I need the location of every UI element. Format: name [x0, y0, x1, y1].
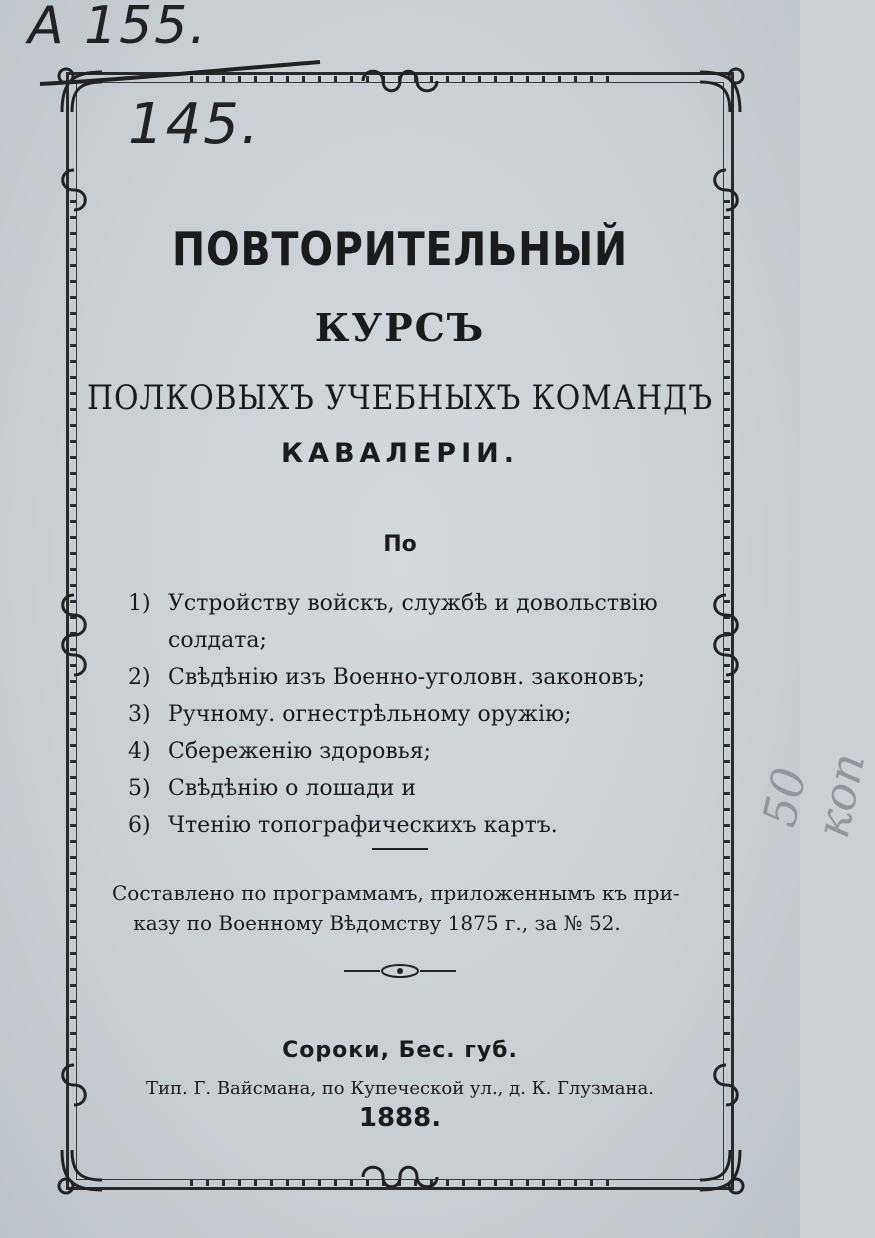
- list-item: [128, 696, 688, 733]
- corner-ornament-icon: [690, 62, 750, 122]
- list-item: [128, 807, 688, 844]
- scroll-ornament-icon: [54, 590, 94, 680]
- topics-heading: По: [383, 532, 417, 557]
- list-item-number: 1): [128, 591, 151, 616]
- divider: [372, 848, 428, 850]
- list-item-text: Чтенію топографическихъ картъ.: [168, 813, 558, 838]
- scroll-ornament-icon: [355, 64, 445, 98]
- list-item-text: Свѣдѣнію о лошади и: [168, 776, 417, 801]
- list-item-number: 6): [128, 813, 151, 838]
- pencil-note: 50 коп: [752, 748, 875, 843]
- list-item: [128, 585, 688, 659]
- scroll-ornament-icon: [706, 590, 746, 680]
- list-item-number: 3): [128, 702, 151, 727]
- subtitle-teams: ПОЛКОВЫХЪ УЧЕБНЫХЪ КОМАНДЪ: [86, 378, 714, 418]
- corner-ornament-icon: [52, 1140, 112, 1200]
- shelf-mark-top: A 155.: [28, 0, 208, 56]
- scroll-ornament-icon: [54, 165, 94, 215]
- list-item-number: 4): [128, 739, 151, 764]
- list-item-text: Сбереженію здоровья;: [168, 739, 432, 764]
- list-item-text: Свѣдѣнію изъ Военно-уголовн. законовъ;: [168, 665, 646, 690]
- strike-line: [0, 40, 330, 100]
- page-title: ПОВТОРИТЕЛЬНЫЙ: [172, 222, 628, 276]
- list-item: [128, 770, 688, 807]
- list-item-text: Ручному. огнестрѣльному оружію;: [168, 702, 572, 727]
- compiled-note-line1: Составлено по программамъ, приложеннымъ къ при-: [112, 881, 680, 905]
- shelf-mark-bottom: 145.: [128, 92, 261, 157]
- list-item: [128, 733, 688, 770]
- list-item: [128, 659, 688, 696]
- imprint-city: Сороки, Бес. губ.: [282, 1038, 518, 1063]
- fleuron-icon: [342, 962, 458, 980]
- list-item-text: Устройству войскъ, службѣ и довольствію солдата;: [168, 591, 658, 653]
- imprint-printer: Тип. Г. Вайсмана, по Купеческой ул., д. К. Глузмана.: [146, 1078, 654, 1099]
- scroll-ornament-icon: [355, 1160, 445, 1194]
- subtitle-course: КУРСЪ: [314, 305, 486, 350]
- compiled-note: [112, 878, 702, 938]
- scroll-ornament-icon: [706, 165, 746, 215]
- compiled-note-line2: казу по Военному Вѣдомству 1875 г., за № 52.: [133, 911, 621, 935]
- topics-list: [128, 585, 688, 844]
- list-item-number: 2): [128, 665, 151, 690]
- subtitle-cavalry: КАВАЛЕРІИ.: [281, 438, 519, 469]
- list-item-number: 5): [128, 776, 151, 801]
- imprint-year: 1888.: [358, 1103, 442, 1133]
- corner-ornament-icon: [690, 1140, 750, 1200]
